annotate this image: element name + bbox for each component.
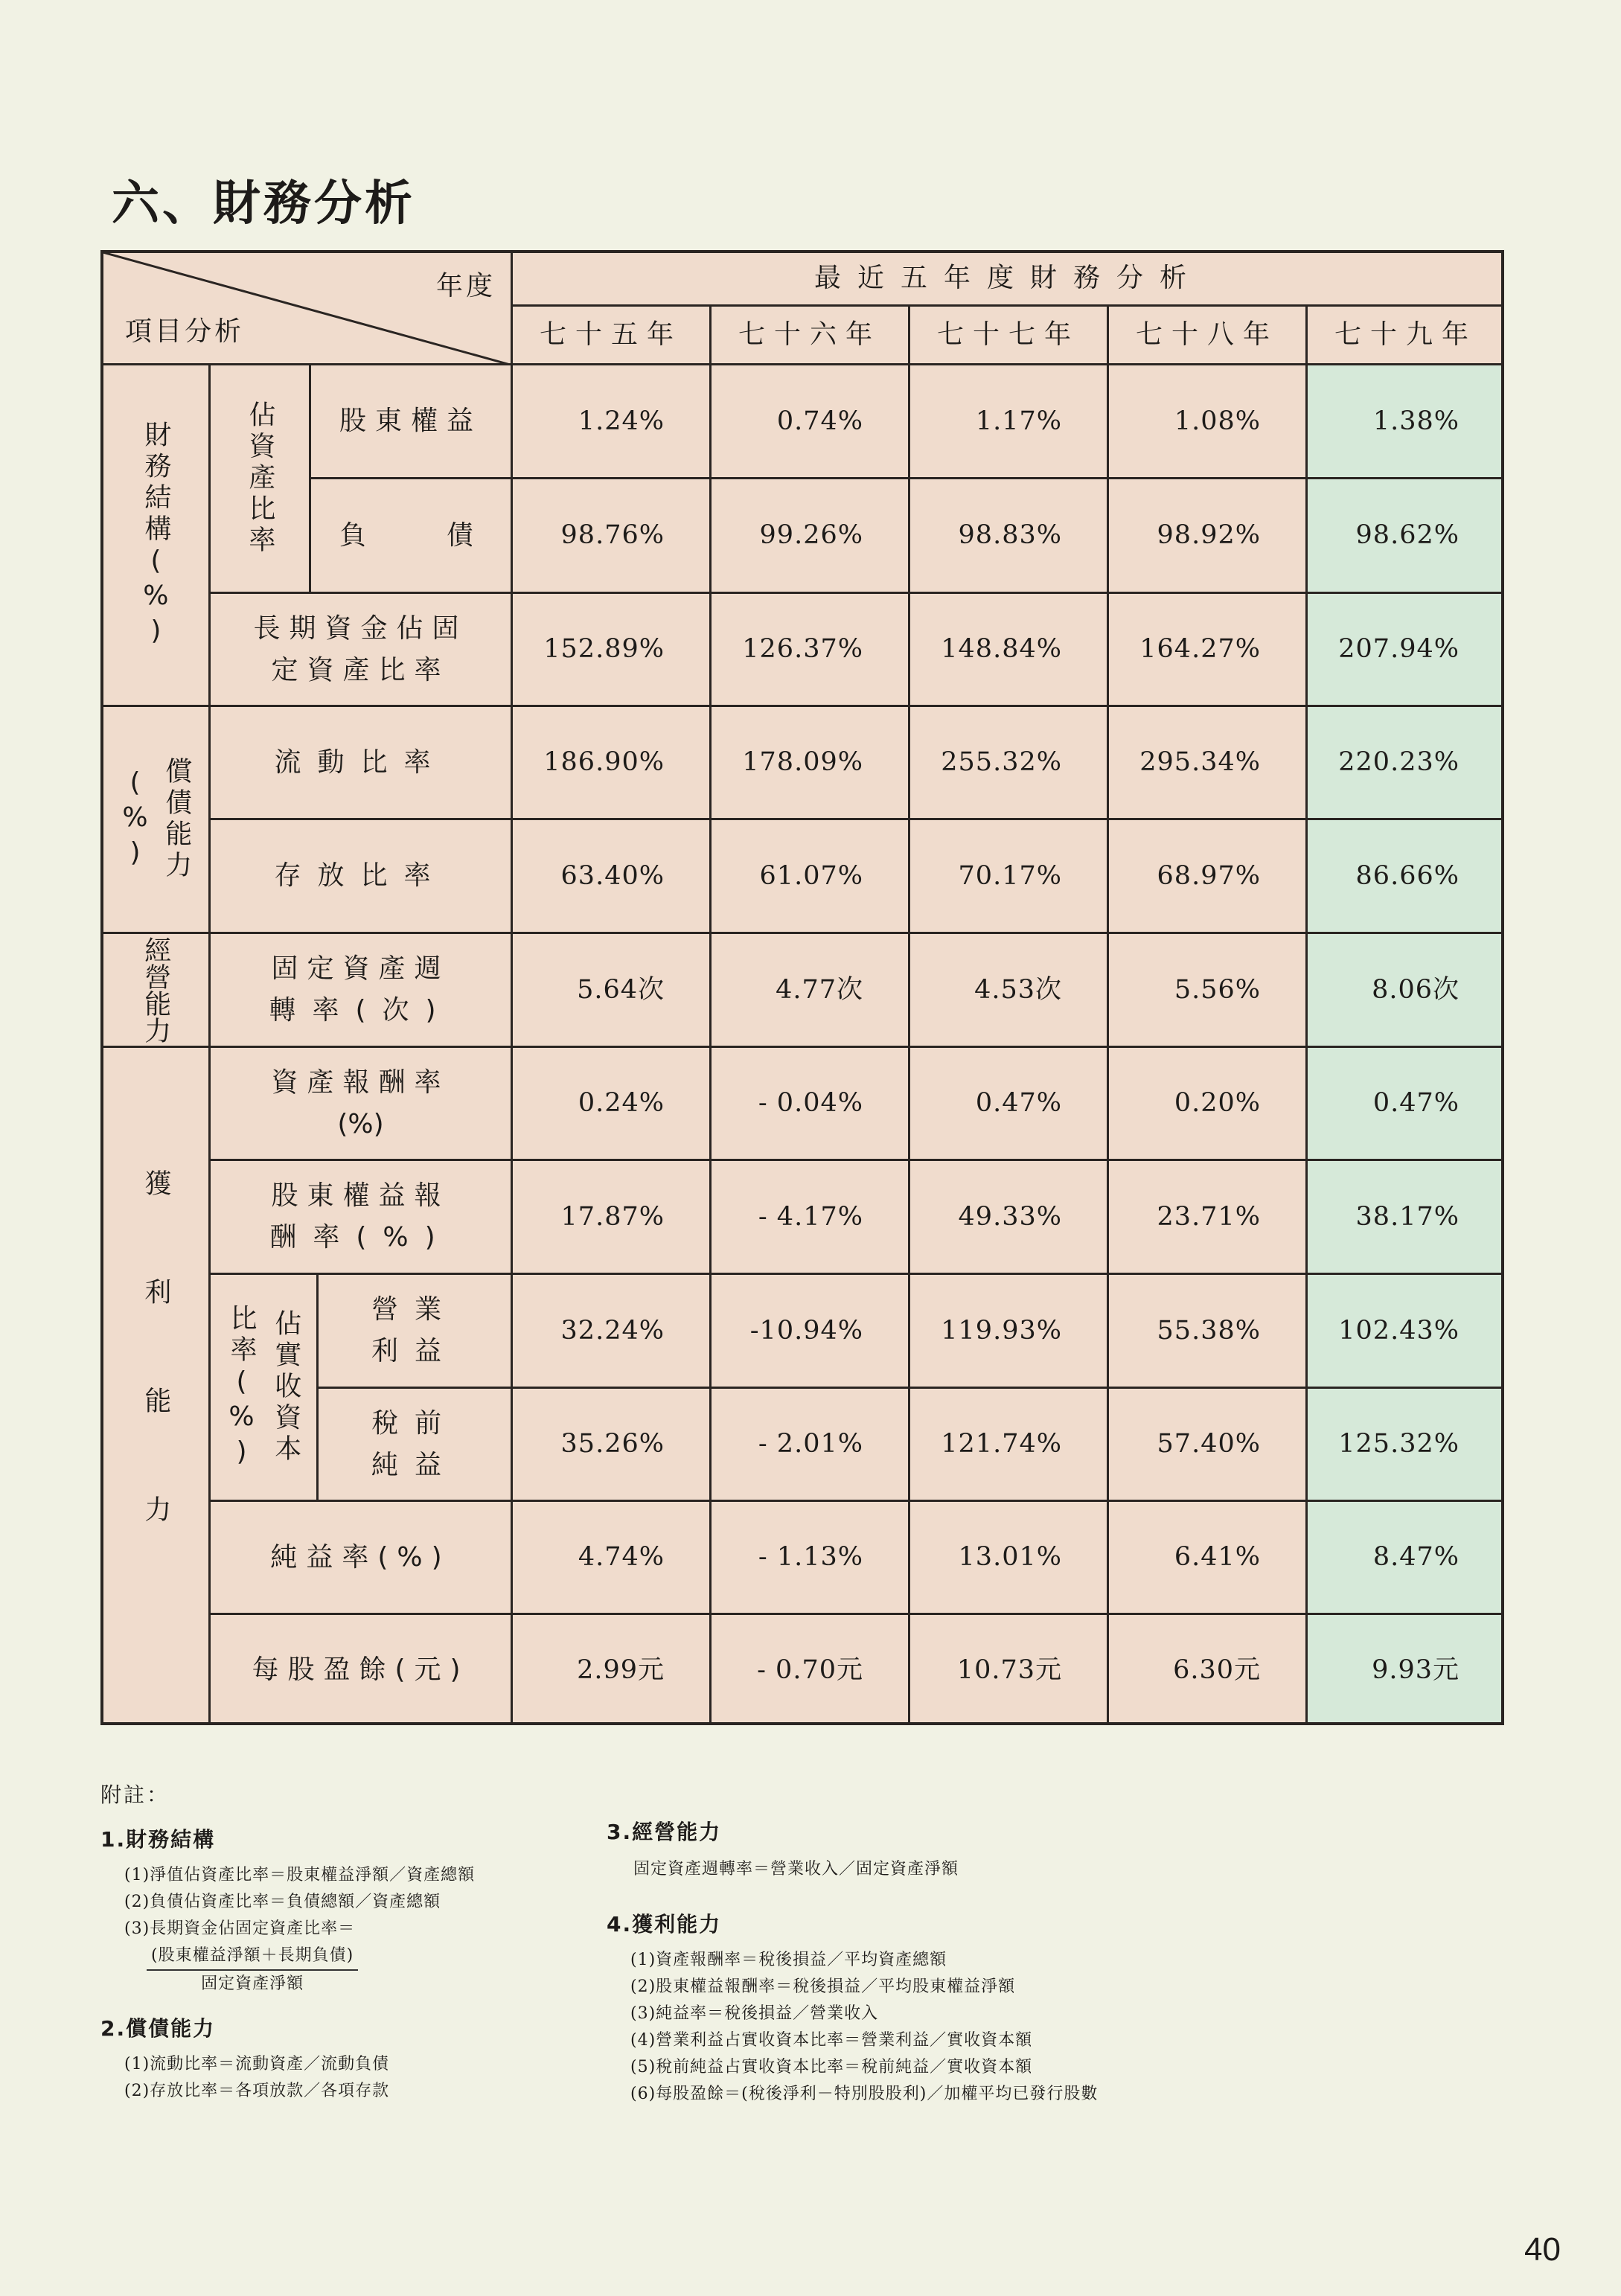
row-label: 長期資金佔固 定資產比率 [208,592,511,705]
notes-section-title: 4.獲利能力 [607,1912,722,1937]
row-label: 負 債 [309,477,511,592]
data-cell: - 1.13% [709,1500,908,1613]
year-header: 七十五年 [511,304,709,363]
data-cell: 1.08% [1107,363,1305,477]
data-cell: 0.47% [1305,1046,1504,1159]
row-label: 存放比率 [208,818,511,932]
page-title: 六、財務分析 [112,176,415,231]
page-number: 40 [1524,2231,1561,2268]
data-cell: - 4.17% [709,1159,908,1273]
data-cell: 152.89% [511,592,709,705]
fraction-denominator: 固定資產淨額 [201,1974,304,1993]
note-line: 固定資產週轉率＝營業收入／固定資產淨額 [633,1860,959,1878]
data-cell: 295.34% [1107,705,1305,818]
data-cell: 1.17% [908,363,1107,477]
data-cell: 119.93% [908,1273,1107,1387]
note-line: (3)長期資金佔固定資產比率＝ [124,1919,356,1938]
note-line: (5)稅前純益占實收資本比率＝稅前純益／實收資本額 [630,2058,1033,2076]
data-cell: 98.83% [908,477,1107,592]
note-line: (2)負債佔資產比率＝負債總額／資產總額 [124,1893,441,1911]
row-label: 稅前 純益 [316,1387,511,1500]
data-cell: 5.64次 [511,932,709,1046]
data-cell: 8.06次 [1305,932,1504,1046]
note-line: (2)股東權益報酬率＝稅後損益／平均股東權益淨額 [630,1977,1016,1996]
corner-header [100,250,511,363]
row-label: 營業 利益 [316,1273,511,1387]
data-cell: 98.76% [511,477,709,592]
data-cell: 1.24% [511,363,709,477]
data-cell: 13.01% [908,1500,1107,1613]
data-cell: 8.47% [1305,1500,1504,1613]
category-solvency: 償債能力(%) [100,705,208,932]
note-line: (1)淨值佔資產比率＝股東權益淨額／資產總額 [124,1866,476,1884]
group-title: 最近五年度財務分析 [511,250,1504,304]
row-label: 股東權益報 酬率(%) [208,1159,511,1273]
data-cell: 6.41% [1107,1500,1305,1613]
row-label: 資產報酬率 (%) [208,1046,511,1159]
note-line: (6)每股盈餘＝(稅後淨利－特別股股利)／加權平均已發行股數 [630,2085,1099,2103]
data-cell: 1.38% [1305,363,1504,477]
data-cell: 38.17% [1305,1159,1504,1273]
year-header: 七十八年 [1107,304,1305,363]
row-label: 固定資產週 轉率(次) [208,932,511,1046]
data-cell: 70.17% [908,818,1107,932]
category-asset-ratio: 佔資產比率 [208,363,309,592]
fraction-numerator: (股東權益淨額＋長期負債) [147,1942,358,1971]
data-cell: - 0.70元 [709,1613,908,1725]
year-header: 七十六年 [709,304,908,363]
data-cell: 35.26% [511,1387,709,1500]
notes-right [607,1816,1425,2108]
notes-heading: 附註： [100,1782,170,1807]
data-cell: 98.62% [1305,477,1504,592]
data-cell: 207.94% [1305,592,1504,705]
data-cell: 23.71% [1107,1159,1305,1273]
category-capital-ratio: 比率(%) 佔實收資本 [208,1273,316,1500]
data-cell: 63.40% [511,818,709,932]
data-cell: 98.92% [1107,477,1305,592]
category-profitability: 獲利能力 [100,1046,208,1725]
data-cell: 5.56% [1107,932,1305,1046]
note-line: (3)純益率＝稅後損益／營業收入 [630,2004,879,2023]
data-cell: 0.74% [709,363,908,477]
data-cell: 0.20% [1107,1046,1305,1159]
notes-left [100,1779,621,2105]
year-header: 七十七年 [908,304,1107,363]
data-cell: 10.73元 [908,1613,1107,1725]
data-cell: 86.66% [1305,818,1504,932]
financial-analysis-table [100,250,1504,1725]
data-cell: 0.47% [908,1046,1107,1159]
data-cell: 32.24% [511,1273,709,1387]
data-cell: 102.43% [1305,1273,1504,1387]
row-label: 流動比率 [208,705,511,818]
row-label: 純益率(%) [208,1500,511,1613]
note-fraction [124,1942,358,1998]
row-label: 每股盈餘(元) [208,1613,511,1725]
data-cell: 6.30元 [1107,1613,1305,1725]
data-cell: - 0.04% [709,1046,908,1159]
data-cell: 4.74% [511,1500,709,1613]
data-cell: 17.87% [511,1159,709,1273]
data-cell: -10.94% [709,1273,908,1387]
data-cell: 55.38% [1107,1273,1305,1387]
data-cell: 126.37% [709,592,908,705]
year-header: 七十九年 [1305,304,1504,363]
data-cell: 148.84% [908,592,1107,705]
data-cell: 255.32% [908,705,1107,818]
data-cell: 0.24% [511,1046,709,1159]
data-cell: 9.93元 [1305,1613,1504,1725]
note-line: (2)存放比率＝各項放款／各項存款 [124,2082,390,2100]
notes-section-title: 2.償債能力 [100,2016,216,2041]
category-operating: 經營能力 [100,932,208,1046]
notes-section-title: 1.財務結構 [100,1827,216,1852]
notes-section-title: 3.經營能力 [607,1820,722,1844]
data-cell: 178.09% [709,705,908,818]
data-cell: - 2.01% [709,1387,908,1500]
data-cell: 164.27% [1107,592,1305,705]
data-cell: 125.32% [1305,1387,1504,1500]
data-cell: 68.97% [1107,818,1305,932]
data-cell: 99.26% [709,477,908,592]
category-financial-structure: 財務結構(%) [100,363,208,705]
note-line: (4)營業利益占實收資本比率＝營業利益／實收資本額 [630,2031,1033,2050]
row-label: 股東權益 [309,363,511,477]
data-cell: 2.99元 [511,1613,709,1725]
corner-item-label: 項目分析 [125,316,245,348]
note-line: (1)資產報酬率＝稅後損益／平均資產總額 [630,1951,947,1969]
data-cell: 57.40% [1107,1387,1305,1500]
data-cell: 4.77次 [709,932,908,1046]
data-cell: 220.23% [1305,705,1504,818]
data-cell: 121.74% [908,1387,1107,1500]
corner-year-label: 年度 [435,271,496,301]
note-line: (1)流動比率＝流動資產／流動負債 [124,2055,390,2073]
data-cell: 61.07% [709,818,908,932]
data-cell: 4.53次 [908,932,1107,1046]
data-cell: 186.90% [511,705,709,818]
data-cell: 49.33% [908,1159,1107,1273]
